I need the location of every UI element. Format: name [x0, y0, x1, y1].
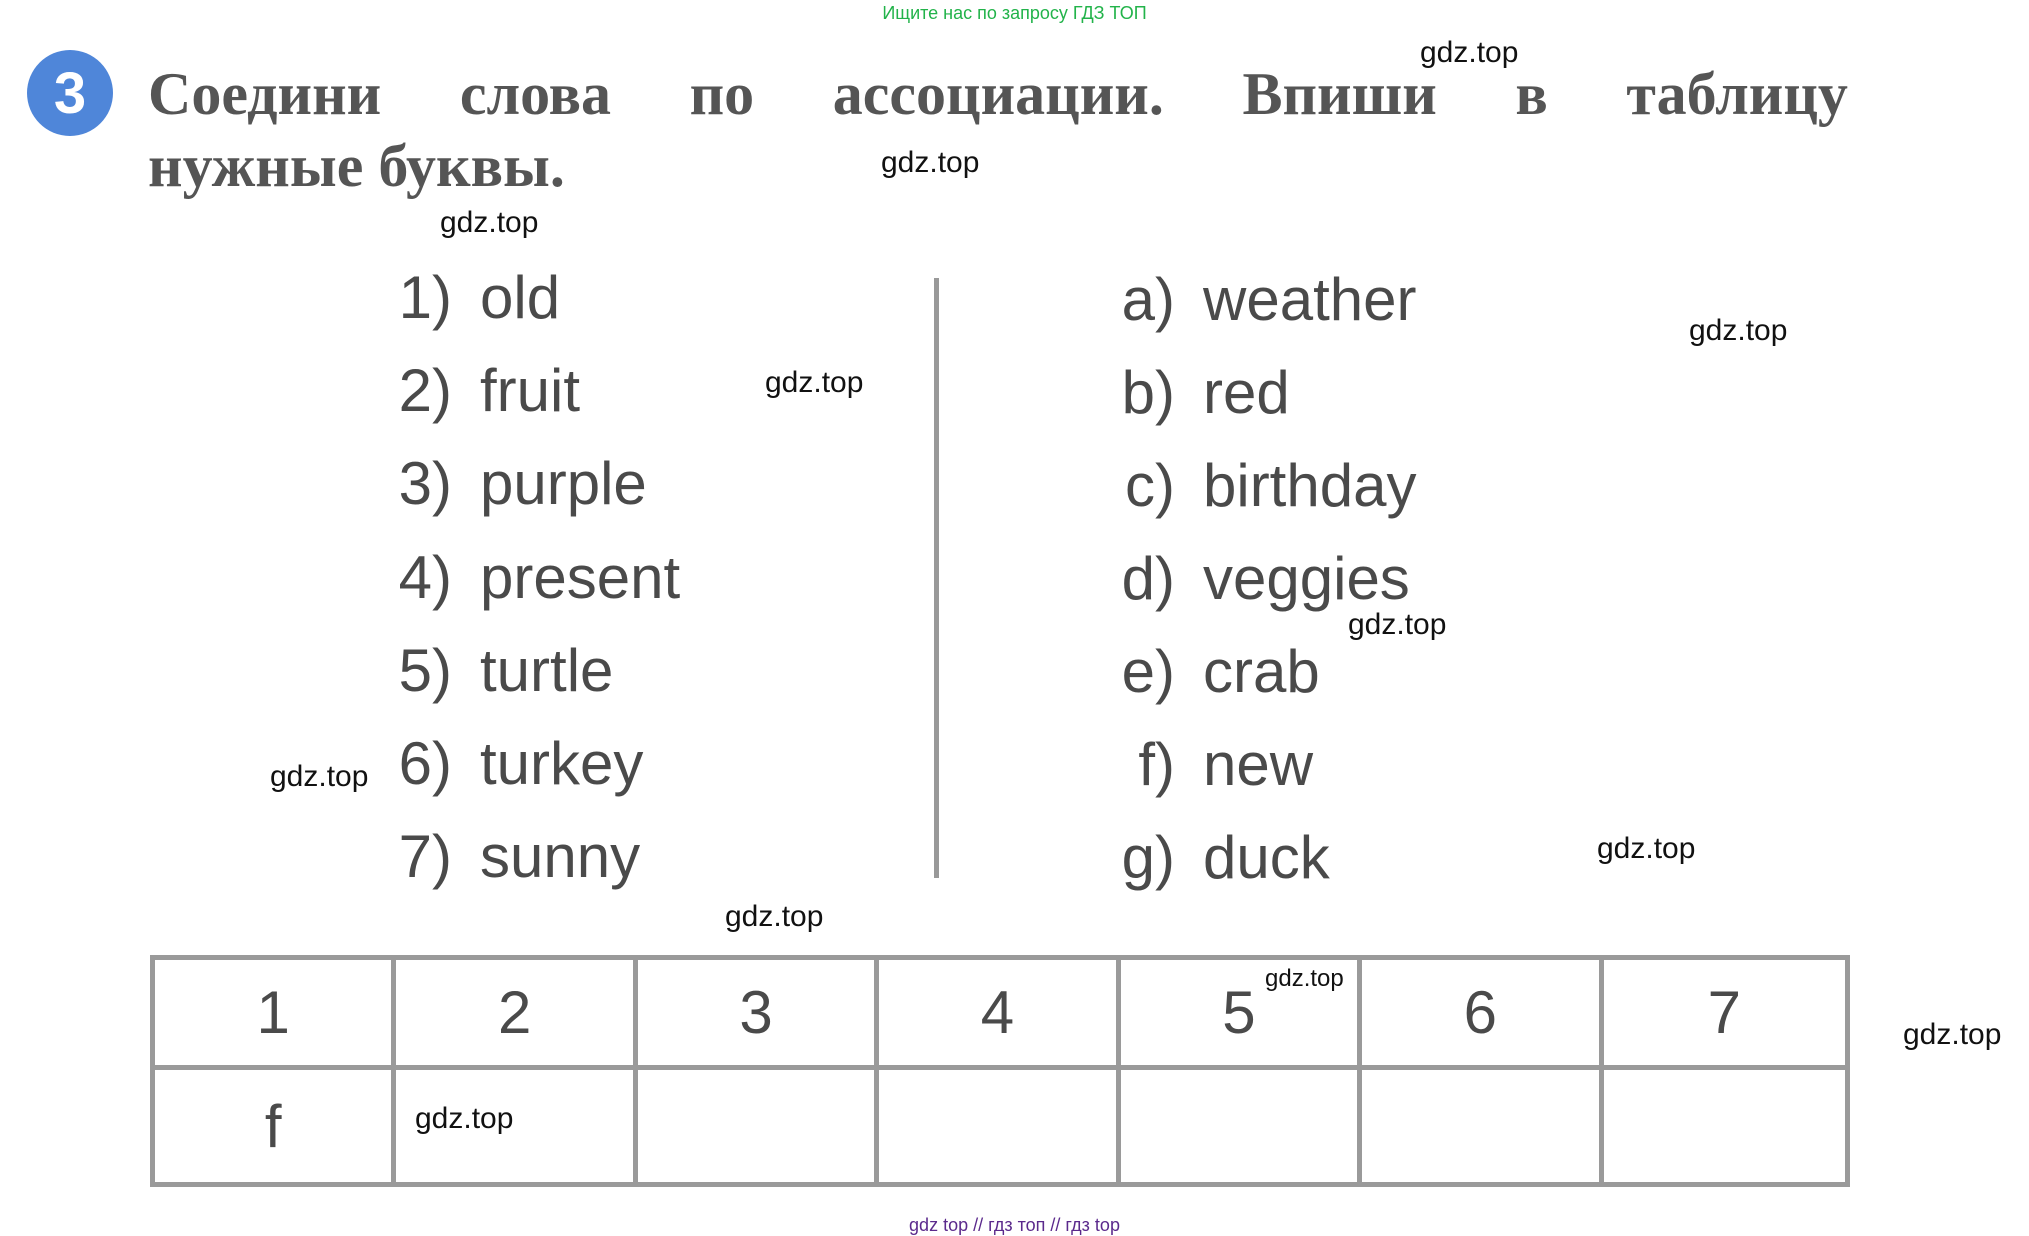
item-letter: g)	[1121, 824, 1175, 891]
table-answer-cell[interactable]	[638, 1070, 879, 1182]
left-list-item	[392, 729, 643, 799]
item-letter: d)	[1121, 545, 1175, 612]
item-word: present	[480, 544, 681, 611]
watermark: gdz.top	[881, 146, 980, 179]
item-letter: e)	[1121, 638, 1175, 705]
left-list-item	[392, 636, 613, 706]
watermark: gdz.top	[1348, 608, 1447, 641]
watermark: gdz.top	[1903, 1018, 2002, 1051]
item-number: 3)	[398, 450, 452, 517]
item-number: 5)	[398, 637, 452, 704]
instruction-line-1	[148, 58, 1848, 130]
watermark: gdz.top	[1420, 36, 1519, 69]
table-header-cell: 4	[879, 960, 1120, 1070]
task-instruction	[148, 58, 1848, 202]
table-header-cell: 6	[1362, 960, 1603, 1070]
item-letter: b)	[1121, 359, 1175, 426]
item-number: 2)	[398, 357, 452, 424]
task-number-badge: 3	[27, 50, 113, 136]
instruction-word: таблицу	[1626, 61, 1848, 127]
right-list-item	[1107, 637, 1320, 707]
table-answer-cell[interactable]	[1121, 1070, 1362, 1182]
watermark: gdz.top	[440, 206, 539, 239]
item-letter: c)	[1125, 452, 1175, 519]
top-banner: Ищите нас по запросу ГДЗ ТОП	[882, 3, 1147, 23]
watermark: gdz.top	[725, 900, 824, 933]
instruction-word: по	[689, 61, 755, 127]
instruction-word: ассоциации.	[832, 61, 1164, 127]
table-answer-cell[interactable]	[1362, 1070, 1603, 1182]
table-header-cell: 5	[1121, 960, 1362, 1070]
watermark: gdz.top	[1597, 832, 1696, 865]
item-word: crab	[1203, 638, 1320, 705]
left-list-item	[392, 543, 680, 613]
right-list-item	[1107, 823, 1330, 893]
right-list-item	[1107, 358, 1290, 428]
left-list-item	[392, 822, 640, 892]
item-number: 1)	[398, 264, 452, 331]
answer-table	[150, 955, 1850, 1187]
left-list-item	[392, 356, 580, 426]
right-list-item	[1107, 730, 1313, 800]
item-word: veggies	[1203, 545, 1410, 612]
item-word: purple	[480, 450, 647, 517]
instruction-line-2: нужные буквы.	[148, 133, 565, 199]
table-answer-cell[interactable]	[879, 1070, 1120, 1182]
left-list-item	[392, 449, 647, 519]
item-word: birthday	[1203, 452, 1417, 519]
instruction-word: слова	[459, 61, 612, 127]
item-word: turtle	[480, 637, 614, 704]
item-word: old	[480, 264, 561, 331]
table-header-cell: 7	[1604, 960, 1845, 1070]
right-list-item	[1107, 451, 1416, 521]
instruction-word: Впиши	[1242, 61, 1437, 127]
item-word: sunny	[480, 823, 641, 890]
right-list-item	[1107, 265, 1416, 335]
instruction-word: Соедини	[148, 61, 382, 127]
table-answer-cell[interactable]: f	[155, 1070, 396, 1182]
item-word: turkey	[480, 730, 644, 797]
instruction-word: в	[1515, 61, 1548, 127]
item-word: weather	[1203, 266, 1417, 333]
table-header-cell: 3	[638, 960, 879, 1070]
item-letter: f)	[1138, 731, 1175, 798]
watermark: gdz.top	[1689, 314, 1788, 347]
table-answer-cell[interactable]	[1604, 1070, 1845, 1182]
item-number: 4)	[398, 544, 452, 611]
item-word: duck	[1203, 824, 1330, 891]
table-header-cell: 2	[396, 960, 637, 1070]
right-list-item	[1107, 544, 1410, 614]
left-list-item	[392, 263, 560, 333]
item-word: red	[1203, 359, 1290, 426]
item-letter: a)	[1121, 266, 1175, 333]
watermark: gdz.top	[415, 1102, 514, 1135]
item-number: 6)	[398, 730, 452, 797]
table-header-cell: 1	[155, 960, 396, 1070]
column-divider	[934, 278, 939, 878]
watermark: gdz.top	[1265, 965, 1344, 992]
watermark: gdz.top	[270, 760, 369, 793]
watermark: gdz.top	[765, 366, 864, 399]
item-word: fruit	[480, 357, 581, 424]
item-number: 7)	[398, 823, 452, 890]
bottom-banner: gdz top // гдз топ // гдз top	[909, 1215, 1120, 1235]
item-word: new	[1203, 731, 1314, 798]
